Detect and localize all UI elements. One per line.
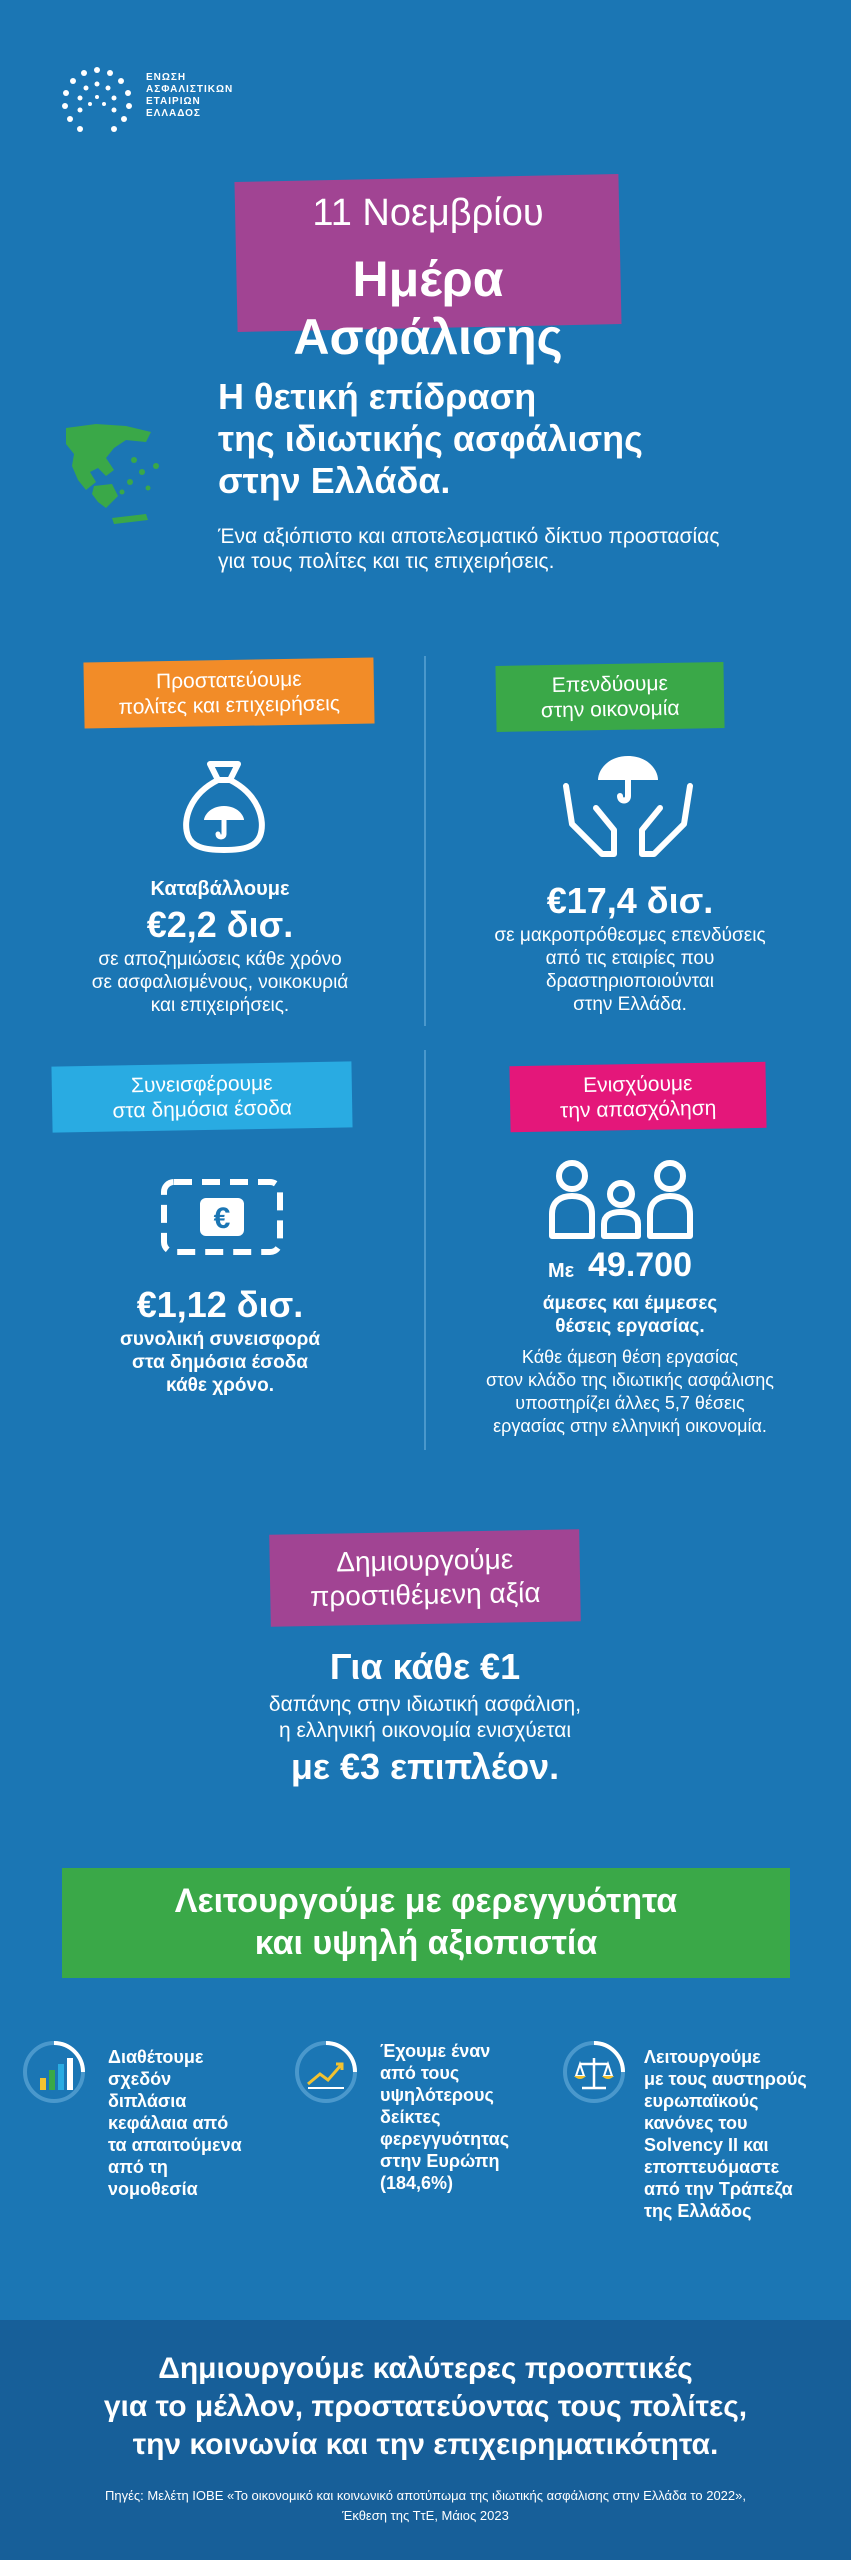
- logo-text: ΕΝΩΣΗ ΑΣΦΑΛΙΣΤΙΚΩΝ ΕΤΑΙΡΙΩΝ ΕΛΛΑΔΟΣ: [146, 72, 234, 119]
- footer-source: Πηγές: Μελέτη ΙΟΒΕ «Το οικονομικό και κοινωνικό αποτύπωμα της ιδιωτικής ασφάλισης στην Ελλάδα το 2022», Έκθεση της ΤτΕ, Μάιος 2023: [105, 2488, 746, 2523]
- divider-middle: [424, 1050, 426, 1450]
- tag-revenue: Συνεισφέρουμε στα δημόσια έσοδα: [51, 1061, 352, 1132]
- tag-invest: Επενδύουμε στην οικονομία: [495, 662, 724, 732]
- euro-banknote-icon: [160, 1178, 284, 1256]
- protect-desc: σε αποζημιώσεις κάθε χρόνο σε ασφαλισμένους, νοικοκυριά και επιχειρήσεις.: [91, 949, 349, 1016]
- reliability-item-2: Έχουμε έναν από τους υψηλότερους δείκτες φερεγγυότητας στην Ευρώπη (184,6%): [380, 2041, 510, 2193]
- jobs-bold: άμεσες και έμμεσες θέσεις εργασίας.: [542, 1293, 718, 1337]
- footer-slogan: Δημιουργούμε καλύτερες προοπτικές για το μέλλον, προστατεύοντας τους πολίτες, την κοινωνία και την επιχειρηματικότητα.: [103, 2352, 748, 2461]
- intro-subtitle: Ένα αξιόπιστο και αποτελεσματικό δίκτυο προστασίας για τους πολίτες και τις επιχειρήσεις.: [218, 525, 720, 573]
- revenue-desc: συνολική συνεισφορά στα δημόσια έσοδα κάθε χρόνο.: [119, 1329, 321, 1396]
- page-title: Ημέρα Ασφάλισης: [293, 251, 563, 365]
- jobs-amount: 49.700: [588, 1246, 692, 1284]
- reliability-heading: Λειτουργούμε με φερεγγυότητα και υψηλή αξιοπιστία: [174, 1882, 678, 1962]
- tag-protect: Προστατεύουμε πολίτες και επιχειρήσεις: [83, 657, 374, 728]
- reliability-item-1: Διαθέτουμε σχεδόν διπλάσια κεφάλαια από τα απαιτούμενα από τη νομοθεσία: [108, 2047, 242, 2199]
- jobs-lead: Με: [548, 1260, 575, 1282]
- logo-dots-icon: [58, 64, 136, 142]
- tag-value: Δημιουργούμε προστιθέμενη αξία: [269, 1529, 581, 1626]
- revenue-amount: €1,12 δισ.: [136, 1284, 304, 1325]
- value-result: με €3 επιπλέον.: [290, 1746, 560, 1787]
- intro-heading: Η θετική επίδραση της ιδιωτικής ασφάλισης στην Ελλάδα.: [218, 376, 643, 501]
- invest-amount: €17,4 δισ.: [546, 880, 714, 921]
- title-date: 11 Νοεμβρίου: [312, 192, 544, 234]
- hands-umbrella-icon: [558, 746, 698, 866]
- divider-top: [424, 656, 426, 1026]
- jobs-desc: Κάθε άμεση θέση εργασίας στον κλάδο της ιδιωτικής ασφάλισης υποστηρίζει άλλες 5,7 θέσεις εργασίας στην ελληνική οικονομία.: [486, 1347, 774, 1436]
- money-bag-icon: [170, 750, 278, 858]
- reliability-item-3: Λειτουργούμε με τους αυστηρούς ευρωπαϊκούς κανόνες του Solvency II και εποπτευόμαστε από την Τράπεζα της Ελλάδος: [644, 2047, 807, 2221]
- value-head: Για κάθε €1: [329, 1646, 521, 1687]
- trend-up-icon: [294, 2040, 358, 2104]
- greece-map-icon: [56, 420, 176, 530]
- tag-jobs: Ενισχύουμε την απασχόληση: [509, 1062, 766, 1132]
- scales-icon: [562, 2040, 626, 2104]
- protect-lead: Καταβάλλουμε: [150, 878, 290, 900]
- protect-amount: €2,2 δισ.: [146, 904, 294, 945]
- people-group-icon: [546, 1158, 696, 1240]
- bar-chart-icon: [22, 2040, 86, 2104]
- value-desc: δαπάνης στην ιδιωτική ασφάλιση, η ελληνική οικονομία ενισχύεται: [268, 1693, 582, 1742]
- invest-desc: σε μακροπρόθεσμες επενδύσεις από τις εταιρίες που δραστηριοποιούνται στην Ελλάδα.: [494, 925, 766, 1015]
- euro-symbol: €: [213, 1202, 231, 1235]
